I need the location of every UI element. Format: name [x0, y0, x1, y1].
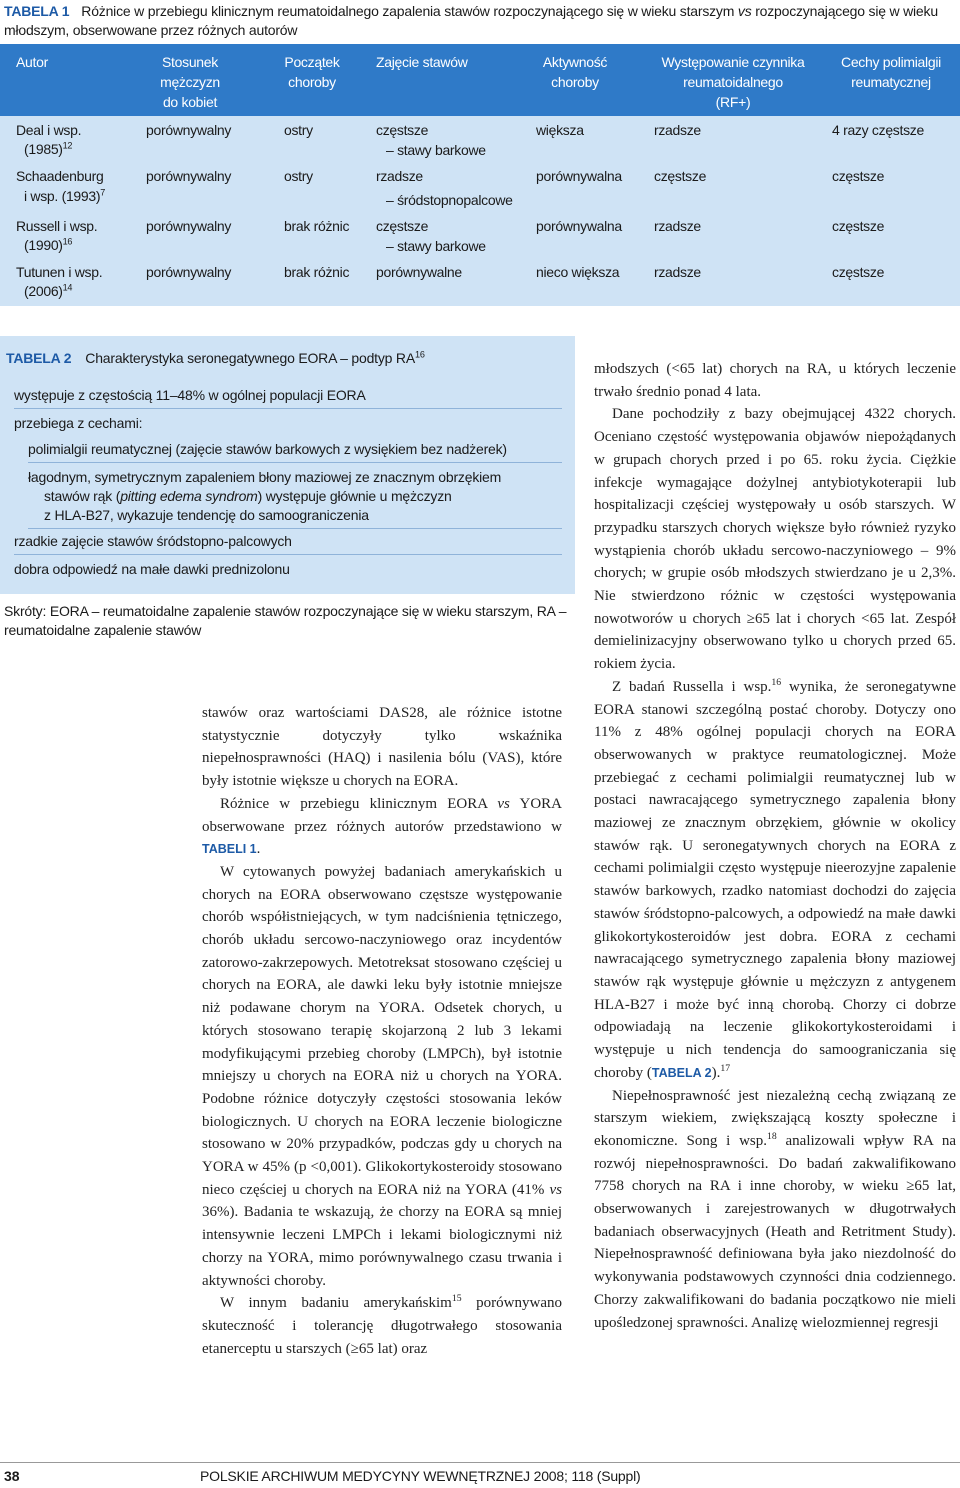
table2-caption: [6, 348, 571, 368]
paragraph: Z badań Russella i wsp.$^{16}$ wynika, że seronegatywne EORA stanowi szczególną postać choroby. Dotyczy ono 11% z 48% ogólnej populacji chorych na EORA obserwowanych w praktyce reumatologicznej. Może przebiegać z cechami polimialgii reumatycznej lub w postaci nawracającego symetrycznego zapalenia błony maziowej ze znacznym obrzękiem, głównie w okolicy stawów rąk. U seronegatywnych chorych na EORA z cechami polimialgii często występuje nieerozyjne zapalenie stawów barkowych, rzadko natomiast dochodzi do zajęcia stawów śródstopno-palcowych, a odpowiedź na małe dawki glikokortykosteroidów jest dobra. EORA z cechami nawracającego symetrycznego zapalenia błony maziowej stawów rąk występuje głównie u mężczyzn z antygenem HLA-B27 i może być inną chorobą. Chorzy ci dobrze odpowiadają na leczenie glikokortykosteroidami i występuje u nich tendencja do samoograniczania się choroby (TABELA 2).$^{17}$: [594, 676, 956, 1081]
paragraph: młodszych (<65 lat) chorych na RA, u których leczenie trwało średnio ponad 4 lata.: [594, 361, 956, 400]
cell-activity: porównywalna: [536, 168, 622, 184]
cell-author-year: $(2006)^{14}$: [24, 282, 73, 299]
table2-label: TABELA 2: [6, 350, 72, 366]
th-onset: Początek choroby: [284, 54, 340, 90]
table2-row: rzadkie zajęcie stawów śródstopno-palcowych: [14, 532, 562, 555]
paragraph: W innym badaniu amerykańskim$^{15}$ porównywano skuteczność i tolerancję długotrwałego stosowania etanerceptu u starszych (≥65 lat) oraz: [202, 1293, 562, 1357]
cell-onset: brak różnic: [284, 264, 350, 280]
cell-ratio: porównywalny: [146, 168, 232, 184]
cell-author-year: i wsp. $(1993)^7$: [24, 187, 106, 204]
cell-rf: częstsze: [654, 168, 707, 184]
table2: [0, 336, 575, 594]
paragraph: Różnice w przebiegu klinicznym EORA vs YORA obserwowane przez różnych autorów przedstawiono w TABELI 1.: [202, 795, 562, 858]
cell-ratio: porównywalny: [146, 218, 232, 234]
table2-row: polimialgii reumatycznej (zajęcie stawów barkowych z wysiękiem bez nadżerek): [28, 440, 562, 463]
cell-onset: ostry: [284, 168, 313, 184]
table2-row: łagodnym, symetrycznym zapaleniem błony maziowej ze znacznym obrzękiem stawów rąk (pitting edema syndrom) występuje głównie u mężczyzn z HLA-B27, wykazuje tendencję do samoograniczenia: [28, 468, 562, 529]
cell-activity: większa: [536, 122, 584, 138]
table2-title-ref: 16: [415, 349, 425, 360]
cell-joints: częstsze: [376, 218, 429, 234]
footer-divider: [0, 1462, 960, 1463]
table1-label: TABELA 1: [4, 3, 70, 19]
th-joints: Zajęcie stawów: [376, 54, 468, 70]
cell-onset: ostry: [284, 122, 313, 138]
journal-name: POLSKIE ARCHIWUM MEDYCYNY WEWNĘTRZNEJ 2008; 118 (Suppl): [200, 1468, 641, 1484]
cell-onset: brak różnic: [284, 218, 350, 234]
table2-abbreviations: Skróty: EORA – reumatoidalne zapalenie stawów rozpoczynające się w wieku starszym, RA – reumatoidalne zapalenie stawów: [4, 603, 567, 638]
table2-row: dobra odpowiedź na małe dawki prednizolonu: [14, 561, 290, 577]
paragraph: Niepełnosprawność jest niezależną cechą związaną ze starszym wiekiem, zwiększającą koszty społeczne i ekonomiczne. Song i wsp.$^{18}$ analizowali wpływ RA na rozwój niepełnosprawności. Do badań zakwalifikowano 7758 chorych na RA i inne choroby, w wieku ≥65 lat, obserwowanych i zarejestrowanych w długotrwałych badaniach obserwacyjnych (Heath and Retritment Study). Niepełnosprawność definiowana była jako niezdolność do wykonywania podstawowych czynności dnia codziennego. Chorzy zakwalifikowani do badania początkowo nie mieli upośledzonej sprawności. Analizę wielozmiennej regresji: [594, 1087, 956, 1331]
th-rf: Występowanie czynnika reumatoidalnego (RF+): [661, 54, 805, 110]
cell-pmr: częstsze: [832, 264, 885, 280]
table2-title: Charakterystyka seronegatywnego EORA – podtyp RA: [85, 350, 415, 366]
cell-activity: porównywalna: [536, 218, 622, 234]
cell-pmr: 4 razy częstsze: [832, 122, 924, 138]
cell-author: Tutunen i wsp.: [16, 264, 103, 280]
paragraph: Dane pochodziły z bazy obejmującej 4322 chorych. Oceniano częstość występowania objawów niepożądanych w grupach chorych przed i po 65. roku życia. Ciężkie infekcje wymagające dożylnej antybiotykoterapii lub hospitalizacji częściej występowały u osób starszych. W przypadku starszych chorych większe było również ryzyko wystąpienia chorób układu sercowo-naczyniowego – 9% chorych; w grupie osób młodszych stwierdzano je u 2,3%. Nie stwierdzono różnic w częstości występowania nowotworów u chorych ≥65 lat i chorych <65 lat. Zespół demielinizacyjny obserwowano tylko u chorych przed 65. rokiem życia.: [594, 406, 956, 673]
cell-rf: rzadsze: [654, 122, 701, 138]
cell-author: Russell i wsp.: [16, 218, 98, 234]
cell-author-year: $(1985)^{12}$: [24, 140, 73, 157]
table1-header: [0, 44, 960, 116]
cell-rf: rzadsze: [654, 264, 701, 280]
table1: [0, 44, 960, 306]
page-footer: [0, 1465, 960, 1488]
th-ratio: Stosunek mężczyzn do kobiet: [160, 54, 220, 110]
cell-author: Schaadenburg: [16, 168, 104, 184]
cell-joints-detail: – stawy barkowe: [386, 236, 486, 256]
cell-pmr: częstsze: [832, 168, 885, 184]
th-author: Autor: [16, 54, 48, 70]
table2-link[interactable]: TABELA 2: [651, 1065, 712, 1080]
cell-rf: rzadsze: [654, 218, 701, 234]
cell-ratio: porównywalny: [146, 264, 232, 280]
table1-link[interactable]: TABELI 1: [202, 842, 257, 857]
table1-caption: [4, 2, 956, 40]
table2-row: przebiega z cechami:: [14, 415, 143, 431]
cell-joints: porównywalne: [376, 264, 462, 280]
th-activity: Aktywność choroby: [542, 54, 608, 90]
cell-joints-detail: – śródstopnopalcowe: [386, 190, 513, 210]
cell-ratio: porównywalny: [146, 122, 232, 138]
paragraph: stawów oraz wartościami DAS28, ale różnice istotne statystycznie dotyczyły tylko wskaźnika niepełnosprawności (HAQ) i nasilenia bólu (VAS), które były istotnie większe u chorych na EORA.: [202, 705, 562, 790]
paragraph: W cytowanych powyżej badaniach amerykańskich u chorych na EORA obserwowano częstsze występowanie chorób współistniejących, w tym nadciśnienia tętniczego, chorób układu sercowo-naczyniowego oraz incydentów zatorowo-zakrzepowych. Metotreksat stosowano częściej u chorych na EORA, ale dawki leku były istotnie mniejsze niż podawane chorym na YORA. Odsetek chorych, u których stosowano terapię skojarzoną 2 lub 3 lekami modyfikującymi przebieg choroby (LMPCh), był istotnie mniejszy u chorych na EORA niż u chorych na YORA. Podobne różnice dotyczyły częstości stosowania leków biologicznych. U chorych na EORA leczenie biologiczne stosowano w 20% przypadków, podczas gdy u chorych na YORA w 45% (p <0,001). Glikokortykosteroidy stosowano nieco częściej u chorych na EORA niż na YORA (41% vs 36%). Badania te wskazują, że chorzy na EORA są mniej intensywnie leczeni LMPCh i lekami biologicznymi niż chorzy na YORA, mimo porównywalnego czasu trwania i aktywności choroby.: [202, 863, 562, 1289]
text-column-right: [594, 358, 956, 1334]
cell-activity: nieco większa: [536, 264, 620, 280]
table1-title: Różnice w przebiegu klinicznym reumatoidalnego zapalenia stawów rozpoczynającego się w wieku starszym vs rozpoczynającego się w wieku młodszym, obserwowane przez różnych autorów: [4, 3, 938, 38]
cell-pmr: częstsze: [832, 218, 885, 234]
cell-author: Deal i wsp.: [16, 122, 82, 138]
cell-joints: rzadsze: [376, 168, 423, 184]
th-pmr: Cechy polimialgii reumatycznej: [841, 54, 941, 90]
cell-author-year: $(1990)^{16}$: [24, 236, 73, 253]
text-column-middle: [202, 702, 562, 1360]
page-number: 38: [4, 1468, 20, 1484]
cell-joints: częstsze: [376, 122, 429, 138]
table2-row: występuje z częstością 11–48% w ogólnej populacji EORA: [14, 386, 562, 409]
cell-joints-detail: – stawy barkowe: [386, 140, 486, 160]
